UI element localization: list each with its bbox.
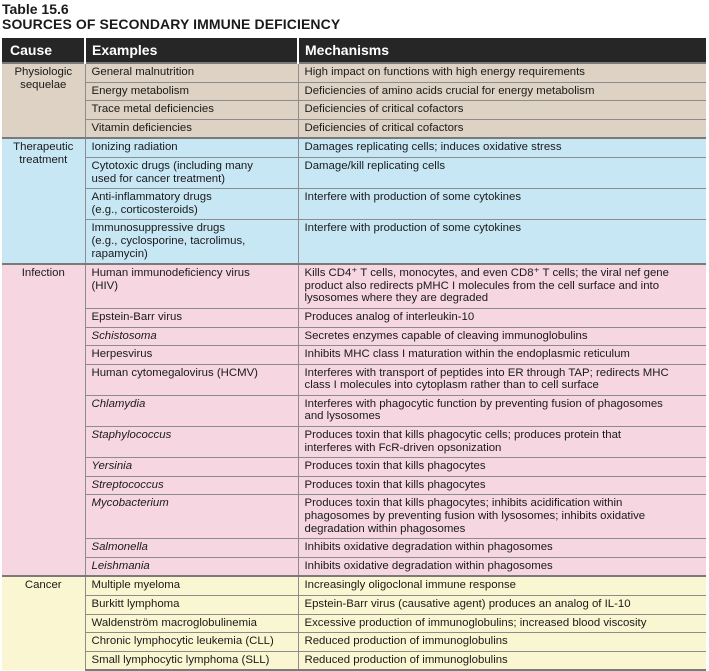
table-row	[2, 633, 706, 652]
table-row	[2, 220, 706, 264]
example-cell: Salmonella	[85, 539, 298, 558]
cause-cell: Physiologic sequelae	[2, 63, 85, 138]
mechanism-cell: Kills CD4⁺ T cells, monocytes, and even CD8⁺ T cells; the viral nef gene product also redirects pMHC I molecules from the cell surface and into lysosomes where they are degraded	[298, 264, 706, 308]
table-row	[2, 651, 706, 670]
example-cell: Human cytomegalovirus (HCMV)	[85, 364, 298, 395]
mechanism-cell: Deficiencies of critical cofactors	[298, 101, 706, 120]
table-row	[2, 82, 706, 101]
table-row	[2, 138, 706, 157]
example-cell: Ionizing radiation	[85, 138, 298, 157]
table-body	[2, 63, 706, 670]
cause-cell: Therapeutic treatment	[2, 138, 85, 264]
mechanism-cell: Interfere with production of some cytokines	[298, 220, 706, 264]
mechanism-cell: High impact on functions with high energy requirements	[298, 63, 706, 82]
table-row	[2, 476, 706, 495]
example-cell: Staphylococcus	[85, 427, 298, 458]
example-cell: Anti-inflammatory drugs (e.g., corticosteroids)	[85, 189, 298, 220]
example-cell: Chronic lymphocytic leukemia (CLL)	[85, 633, 298, 652]
example-cell: Leishmania	[85, 557, 298, 576]
table-row	[2, 495, 706, 539]
table-title: SOURCES OF SECONDARY IMMUNE DEFICIENCY	[2, 16, 341, 32]
table-row	[2, 189, 706, 220]
example-cell: Vitamin deficiencies	[85, 119, 298, 138]
example-cell: Mycobacterium	[85, 495, 298, 539]
table-row	[2, 327, 706, 346]
mechanism-cell: Interferes with transport of peptides into ER through TAP; redirects MHC class I molecules into cytoplasm rather than to cell surface	[298, 364, 706, 395]
table-header-row	[2, 38, 706, 63]
table-row	[2, 458, 706, 477]
mechanism-cell: Reduced production of immunoglobulins	[298, 651, 706, 670]
mechanism-cell: Produces toxin that kills phagocytes	[298, 458, 706, 477]
cause-cell: Infection	[2, 264, 85, 576]
mechanism-cell: Damages replicating cells; induces oxidative stress	[298, 138, 706, 157]
mechanism-cell: Inhibits MHC class I maturation within the endoplasmic reticulum	[298, 346, 706, 365]
mechanism-cell: Epstein-Barr virus (causative agent) produces an analog of IL-10	[298, 596, 706, 615]
mechanism-cell: Reduced production of immunoglobulins	[298, 633, 706, 652]
example-cell: Human immunodeficiency virus (HIV)	[85, 264, 298, 308]
example-cell: Small lymphocytic lymphoma (SLL)	[85, 651, 298, 670]
mechanism-cell: Interferes with phagocytic function by preventing fusion of phagosomes and lysosomes	[298, 395, 706, 426]
table-row	[2, 364, 706, 395]
table-number: Table 15.6	[2, 1, 69, 17]
example-cell: Epstein-Barr virus	[85, 308, 298, 327]
mechanism-cell: Inhibits oxidative degradation within phagosomes	[298, 539, 706, 558]
mechanism-cell: Deficiencies of amino acids crucial for energy metabolism	[298, 82, 706, 101]
mechanism-cell: Secretes enzymes capable of cleaving immunoglobulins	[298, 327, 706, 346]
column-header-cause: Cause	[2, 38, 85, 63]
table-row	[2, 264, 706, 308]
mechanism-cell: Produces toxin that kills phagocytes; inhibits acidification within phagosomes by preventing fusion with lysosomes; inhibits oxidative degradation within phagosomes	[298, 495, 706, 539]
example-cell: Chlamydia	[85, 395, 298, 426]
mechanism-cell: Produces toxin that kills phagocytic cells; produces protein that interferes with FcR-driven opsonization	[298, 427, 706, 458]
table-row	[2, 596, 706, 615]
column-header-examples: Examples	[85, 38, 298, 63]
example-cell: Streptococcus	[85, 476, 298, 495]
mechanism-cell: Damage/kill replicating cells	[298, 157, 706, 188]
table-row	[2, 395, 706, 426]
mechanism-cell: Produces toxin that kills phagocytes	[298, 476, 706, 495]
table-row	[2, 346, 706, 365]
table-row	[2, 614, 706, 633]
mechanism-cell: Excessive production of immunoglobulins; increased blood viscosity	[298, 614, 706, 633]
table-row	[2, 427, 706, 458]
example-cell: Burkitt lymphoma	[85, 596, 298, 615]
table-row	[2, 557, 706, 576]
table-row	[2, 576, 706, 595]
table-row	[2, 157, 706, 188]
example-cell: Trace metal deficiencies	[85, 101, 298, 120]
mechanism-cell: Produces analog of interleukin-10	[298, 308, 706, 327]
table-row	[2, 308, 706, 327]
table-row	[2, 119, 706, 138]
example-cell: Immunosuppressive drugs (e.g., cyclosporine, tacrolimus, rapamycin)	[85, 220, 298, 264]
table-row	[2, 101, 706, 120]
mechanism-cell: Deficiencies of critical cofactors	[298, 119, 706, 138]
immune-deficiency-table	[2, 38, 706, 671]
example-cell: Energy metabolism	[85, 82, 298, 101]
table-row	[2, 539, 706, 558]
example-cell: Cytotoxic drugs (including many used for cancer treatment)	[85, 157, 298, 188]
table-row	[2, 63, 706, 82]
example-cell: Multiple myeloma	[85, 576, 298, 595]
mechanism-cell: Increasingly oligoclonal immune response	[298, 576, 706, 595]
example-cell: Waldenström macroglobulinemia	[85, 614, 298, 633]
example-cell: Herpesvirus	[85, 346, 298, 365]
example-cell: Yersinia	[85, 458, 298, 477]
mechanism-cell: Inhibits oxidative degradation within phagosomes	[298, 557, 706, 576]
column-header-mechanisms: Mechanisms	[298, 38, 706, 63]
mechanism-cell: Interfere with production of some cytokines	[298, 189, 706, 220]
example-cell: General malnutrition	[85, 63, 298, 82]
example-cell: Schistosoma	[85, 327, 298, 346]
cause-cell: Cancer	[2, 576, 85, 670]
